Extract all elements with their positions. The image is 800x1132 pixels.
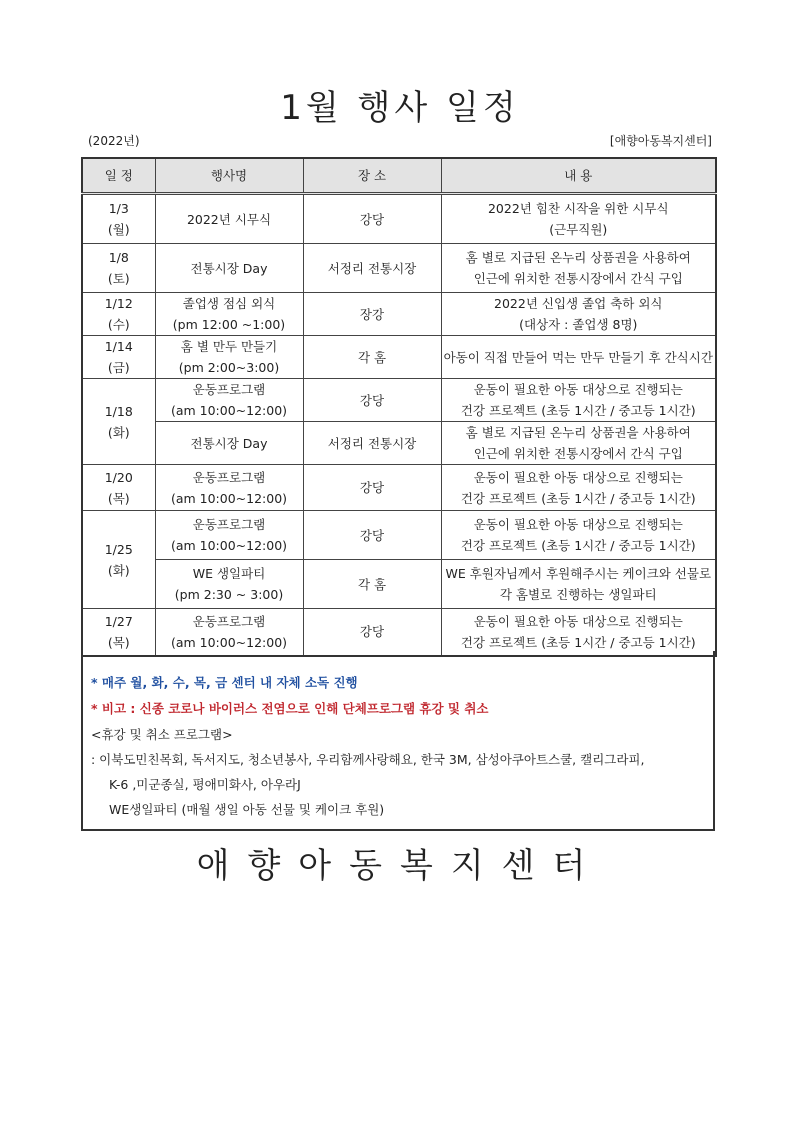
content-line: 건강 프로젝트 (초등 1시간 / 중고등 1시간) [460,538,696,553]
content-line: 운동이 필요한 아동 대상으로 진행되는 [473,469,683,485]
content-cell [441,511,716,560]
event-name-cell [155,422,303,465]
event-name-line: WE 생일파티 [192,566,266,581]
content-line: 인근에 위치한 전통시장에서 간식 구입 [473,271,683,286]
event-name-cell [155,560,303,609]
place-cell: 강당 [303,465,441,511]
table-row [82,244,716,293]
date-cell [82,336,155,379]
content-cell [441,465,716,511]
event-name-line: (am 10:00~12:00) [170,538,288,553]
date-line: (화) [107,562,130,578]
event-name-line: 운동프로그램 [192,382,266,397]
date-line: (화) [107,424,130,440]
content-cell [441,244,716,293]
date-line: (목) [107,634,130,650]
place-cell: 강당 [303,609,441,656]
date-line: (목) [107,490,130,506]
content-cell [441,336,716,379]
content-line: 2022년 힘찬 시작을 위한 시무식 [487,201,669,216]
event-name-line: 운동프로그램 [192,517,266,532]
table-row [82,379,716,422]
date-line: (월) [107,222,130,237]
table-row [82,465,716,511]
date-line: 1/3 [108,201,129,216]
event-name-cell [155,465,303,511]
table-header-row [82,158,716,194]
date-cell [82,511,155,609]
content-line: (대상자 : 졸업생 8명) [519,317,638,332]
disinfection-note: * 매주 월, 화, 수, 목, 금 센터 내 자체 소독 진행 [91,675,358,690]
place-cell: 장강 [303,293,441,336]
place-cell: 서정리 전통시장 [303,244,441,293]
content-line: 운동이 필요한 아동 대상으로 진행되는 [473,613,683,629]
header-content: 내 용 [441,158,716,194]
date-line: (수) [107,317,130,332]
table-row [82,336,716,379]
place-cell: 서정리 전통시장 [303,422,441,465]
date-line: (토) [107,271,130,286]
content-line: WE 후원자님께서 후원해주시는 케이크와 선물로 [445,566,712,581]
table-row [82,194,716,244]
content-line: 홈 별로 지급된 온누리 상품권을 사용하여 [465,250,691,265]
content-line: 인근에 위치한 전통시장에서 간식 구입 [473,446,683,461]
notes-box [81,651,715,831]
date-line: (금) [107,360,130,375]
header-place: 장 소 [303,158,441,194]
place-cell: 강당 [303,379,441,422]
content-line: 각 홈별로 진행하는 생일파티 [499,587,657,602]
date-cell [82,609,155,656]
cancelled-programs-heading: <휴강 및 취소 프로그램> [91,727,233,742]
event-name-line: 운동프로그램 [192,469,266,485]
content-line: 건강 프로젝트 (초등 1시간 / 중고등 1시간) [460,403,696,418]
table-row [82,293,716,336]
event-name-cell [155,379,303,422]
event-name-line: (pm 2:00~3:00) [178,360,280,375]
footer-organization: 애향아동복지센터 [196,846,604,886]
place-cell: 강당 [303,511,441,560]
event-name-line: 졸업생 점심 외식 [182,296,276,311]
table-row [82,511,716,560]
content-line: 건강 프로젝트 (초등 1시간 / 중고등 1시간) [460,490,696,506]
event-name-cell [155,194,303,244]
content-cell [441,379,716,422]
content-cell [441,609,716,656]
place-cell: 강당 [303,194,441,244]
content-line: 운동이 필요한 아동 대상으로 진행되는 [473,517,683,532]
event-name-line: (am 10:00~12:00) [170,634,288,650]
content-line: 홈 별로 지급된 온누리 상품권을 사용하여 [465,425,691,440]
date-line: 1/25 [104,541,133,557]
content-line: 건강 프로젝트 (초등 1시간 / 중고등 1시간) [460,634,696,650]
table-row [82,422,716,465]
date-line: 1/8 [108,250,129,265]
content-cell [441,560,716,609]
table-body [82,194,716,656]
content-line: 2022년 신입생 졸업 축하 외식 [494,296,663,311]
cancelled-programs-line-3: WE생일파티 (매월 생일 아동 선물 및 케이크 후원) [109,802,385,817]
content-line: 아동이 직접 만들어 먹는 만두 만들기 후 간식시간 [443,349,713,365]
header-event-name: 행사명 [155,158,303,194]
event-name-cell [155,336,303,379]
date-line: 1/12 [104,296,133,311]
date-line: 1/14 [104,339,133,354]
remark-note: * 비고 : 신종 코로나 바이러스 전염으로 인해 단체프로그램 휴강 및 취소 [91,701,489,716]
content-cell [441,293,716,336]
event-name-line: (pm 2:30 ~ 3:00) [174,587,284,602]
place-cell: 각 홈 [303,336,441,379]
content-cell [441,194,716,244]
event-name-line: 홈 별 만두 만들기 [180,339,278,354]
date-cell [82,379,155,465]
event-name-line: (am 10:00~12:00) [170,403,288,418]
event-name-cell [155,293,303,336]
year-label: (2022년) [88,134,140,148]
event-name-line: 2022년 시무식 [186,211,272,227]
cancelled-programs-line-1: : 이북도민친목회, 독서지도, 청소년봉사, 우리함께사랑해요, 한국 3M, 삼성아쿠아트스쿨, 캘리그라피, [91,752,645,767]
event-name-line: 운동프로그램 [192,613,266,629]
date-cell [82,194,155,244]
event-name-line: 전통시장 Day [190,435,268,451]
schedule-table [81,157,717,657]
place-cell: 각 홈 [303,560,441,609]
event-name-cell [155,609,303,656]
date-cell [82,244,155,293]
header-date: 일 정 [82,158,155,194]
date-line: 1/20 [104,469,133,485]
table-row [82,609,716,656]
event-name-line: 전통시장 Day [190,260,268,276]
date-cell [82,465,155,511]
organization-label: [애향아동복지센터] [609,134,712,148]
content-line: (근무직원) [549,222,608,237]
date-line: 1/18 [104,403,133,419]
event-name-cell [155,511,303,560]
content-cell [441,422,716,465]
event-name-line: (pm 12:00 ~1:00) [172,317,286,332]
cancelled-programs-line-2: K-6 ,미군종실, 평애미화사, 아우라J [109,777,301,792]
table-row [82,560,716,609]
event-name-cell [155,244,303,293]
date-cell [82,293,155,336]
date-line: 1/27 [104,613,133,629]
content-line: 운동이 필요한 아동 대상으로 진행되는 [473,382,683,397]
page-title: 1월 행사 일정 [280,88,520,128]
event-name-line: (am 10:00~12:00) [170,490,288,506]
